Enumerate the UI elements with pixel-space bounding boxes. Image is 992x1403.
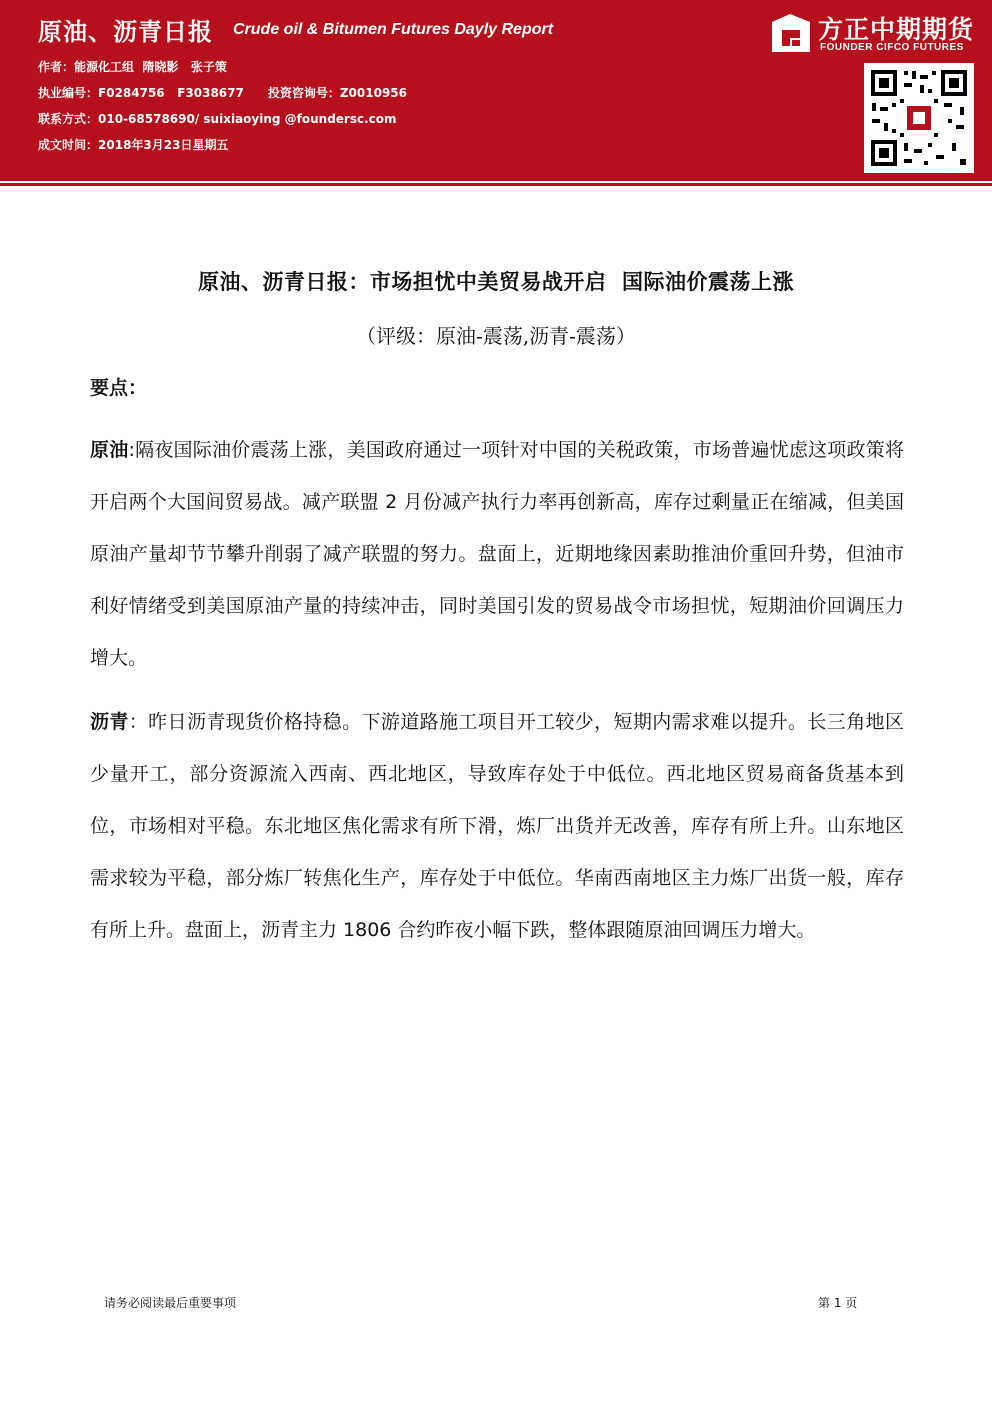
contact-label: 联系方式： (38, 112, 99, 126)
asphalt-paragraph (90, 696, 904, 956)
report-header (0, 0, 992, 181)
asphalt-text: ：昨日沥青现货价格持稳。下游道路施工项目开工较少，短期内需求难以提升。长三角地区少量开工，部分资源流入西南、西北地区，导致库存处于中低位。西北地区贸易商备货基本到位，市场相对平稳。东北地区焦化需求有所下滑，炼厂出货并无改善，库存有所上升。山东地区需求较为平稳，部分炼厂转焦化生产，库存处于中低位。华南西南地区主力炼厂出货一般，库存有所上升。盘面上，沥青主力 1806 合约昨夜小幅下跌，整体跟随原油回调压力增大。 (90, 711, 904, 941)
header-divider (0, 183, 992, 186)
advisory-value: Z0010956 (339, 86, 408, 100)
document-rating: （评级：原油-震荡,沥青-震荡） (356, 324, 636, 348)
author-value: 能源化工组 隋晓影 张子策 (74, 60, 227, 74)
license-label: 执业编号： (38, 86, 99, 100)
oil-text: :隔夜国际油价震荡上涨，美国政府通过一项针对中国的关税政策，市场普遍忧虑这项政策将开启两个大国间贸易战。减产联盟 2 月份减产执行力率再创新高，库存过剩量正在缩减，但美国原油产量却节节攀升削弱了减产联盟的努力。盘面上，近期地缘因素助推油价重回升势，但油市利好情绪受到美国原油产量的持续冲击，同时美国引发的贸易战令市场担忧，短期油价回调压力增大。 (90, 439, 904, 669)
contact-value: 010-68578690/ suixiaoying @foundersc.com (98, 112, 397, 126)
page-number: 第 1 页 (818, 1296, 858, 1310)
license-line (38, 84, 407, 101)
author-label: 作者： (38, 60, 75, 74)
date-label: 成文时间： (38, 138, 99, 152)
license-value: F0284756 F3038677 (98, 86, 244, 100)
contact-line (38, 110, 397, 127)
advisory-label: 投资咨询号： (267, 86, 340, 100)
report-title: 原油、沥青日报 (38, 18, 213, 46)
report-subtitle: Crude oil & Bitumen Futures Dayly Report (233, 21, 554, 38)
oil-label: 原油 (90, 439, 129, 461)
author-line (38, 58, 227, 75)
key-points-heading: 要点： (90, 377, 148, 399)
founder-logo-icon (770, 12, 812, 54)
oil-paragraph (90, 424, 904, 684)
date-value: 2018年3月23日星期五 (98, 138, 229, 152)
footer-disclaimer-note: 请务必阅读最后重要事项 (104, 1296, 237, 1310)
logo-en-text: FOUNDER CIFCO FUTURES (820, 42, 964, 53)
asphalt-label: 沥青 (90, 711, 129, 733)
qr-code-icon (864, 63, 974, 173)
date-line (38, 136, 228, 153)
company-logo (770, 8, 985, 56)
document-title: 原油、沥青日报：市场担忧中美贸易战开启 国际油价震荡上涨 (197, 270, 795, 294)
logo-cn-text: 方正中期期货 (818, 15, 975, 44)
